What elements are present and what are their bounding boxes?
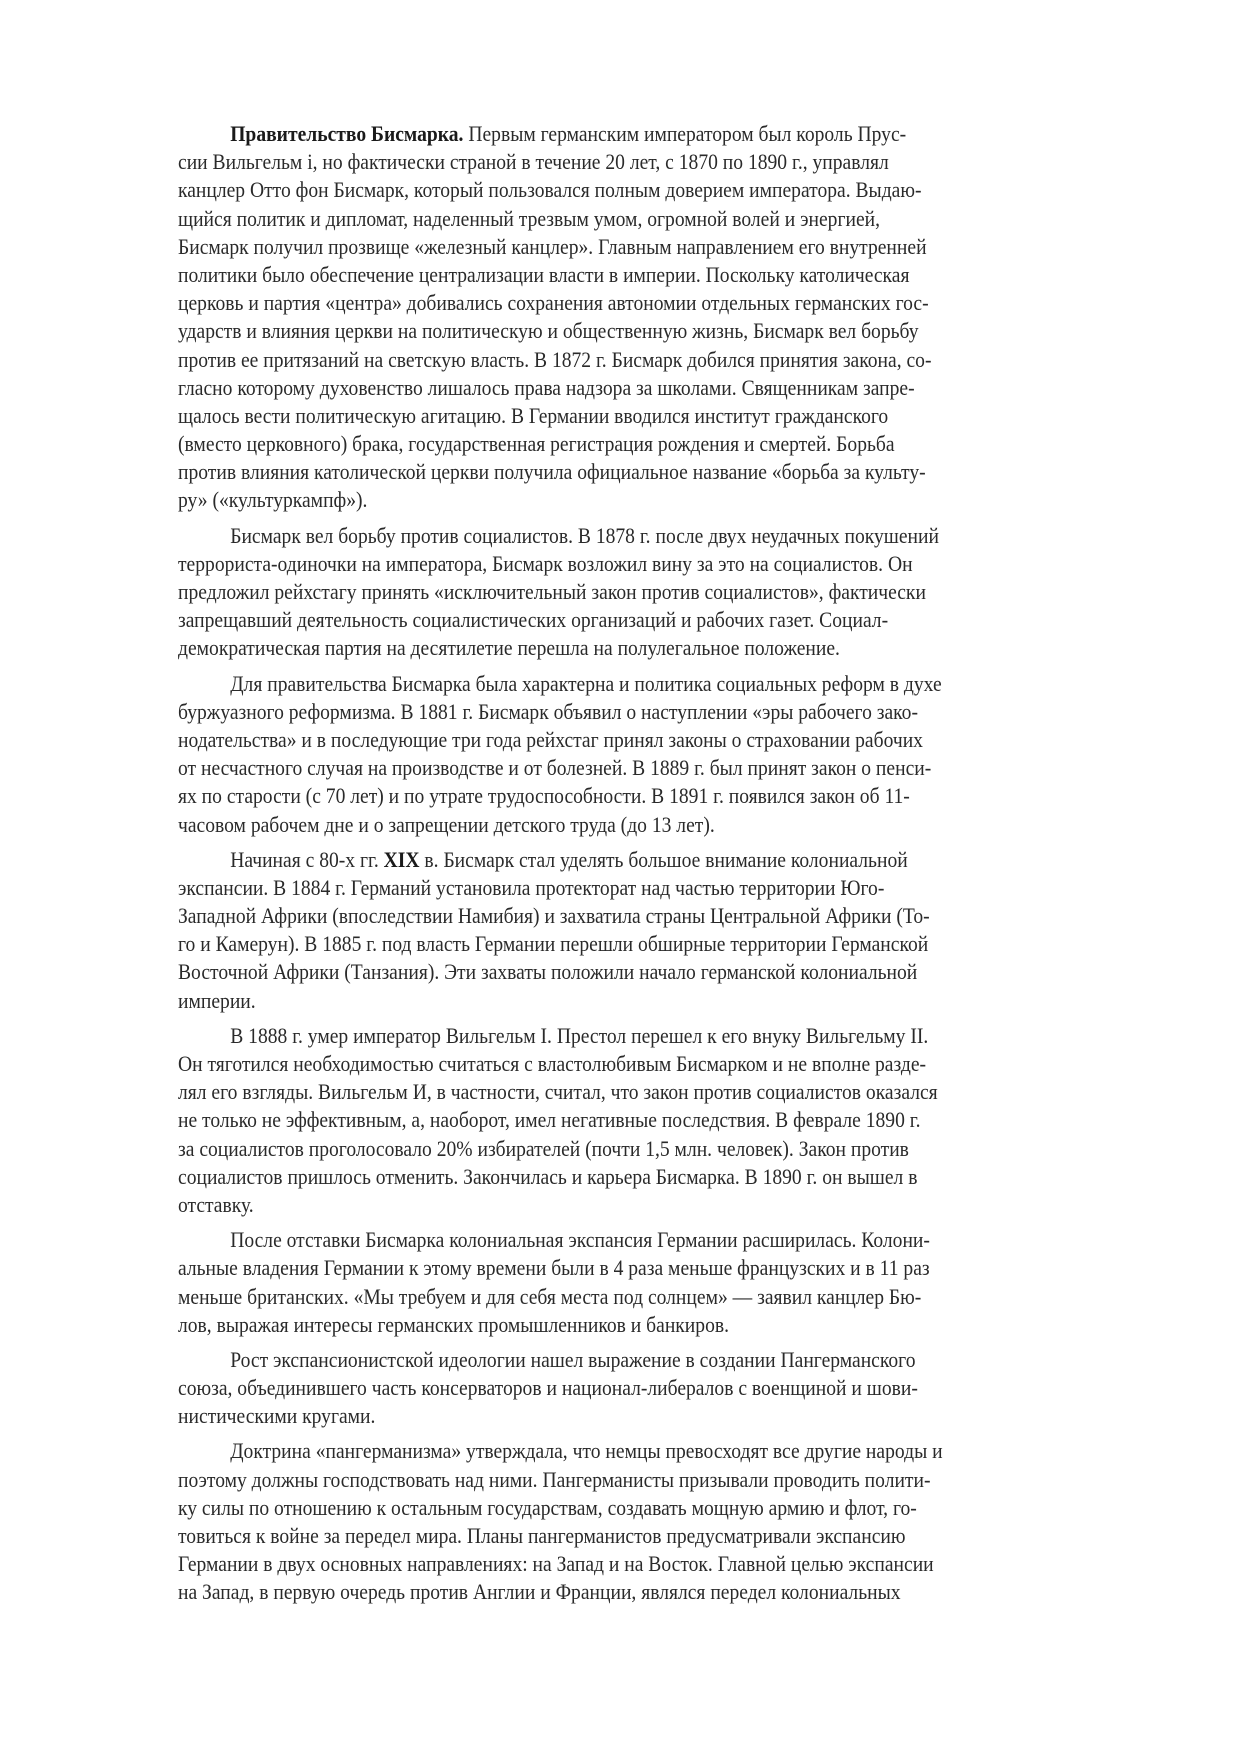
text-line	[178, 1022, 1205, 1050]
text-line	[178, 1163, 1152, 1191]
text-run: церковь и партия «центра» добивались сохранения автономии отдельных германских гос-	[178, 290, 929, 316]
text-line	[178, 1106, 1152, 1134]
text-line	[178, 1226, 1205, 1254]
text-run: товиться к войне за передел мира. Планы пангерманистов предусматривали экспансию	[178, 1523, 906, 1548]
text-run: Доктрина «пангерманизма» утверждала, что немцы превосходят все другие народы и	[230, 1438, 943, 1464]
text-run: не только не эффективным, а, наоборот, имел негативные последствия. В феврале 1890 г.	[178, 1107, 921, 1133]
paragraph	[178, 846, 1153, 1015]
text-run: империи.	[178, 987, 256, 1013]
text-run: гласно которому духовенство лишалось права надзора за школами. Священникам запре-	[178, 374, 915, 400]
text-line	[178, 233, 1152, 261]
text-run: щийся политик и дипломат, наделенный трезвым умом, огромной волей и энергией,	[178, 205, 881, 231]
paragraph	[178, 120, 1153, 515]
text-line	[178, 1283, 1152, 1311]
text-run: После отставки Бисмарка колониальная экспансия Германии расширилась. Колони-	[230, 1227, 930, 1253]
text-run: террориста-одиночки на императора, Бисмарк возложил вину за это на социалистов. Он	[178, 550, 913, 576]
text-run: ру» («культуркампф»).	[178, 487, 368, 513]
text-line	[178, 902, 1152, 930]
text-line	[178, 1374, 1152, 1402]
text-run: экспансии. В 1884 г. Германий установила протекторат над частью территории Юго-	[178, 874, 885, 900]
text-line	[178, 874, 1152, 902]
text-line	[178, 458, 1152, 486]
text-line	[178, 1402, 1152, 1430]
text-line	[178, 578, 1152, 606]
text-run: сии Вильгельм i, но фактически страной в течение 20 лет, с 1870 по 1890 г., управлял	[178, 149, 889, 175]
text-line	[178, 486, 1152, 514]
text-line	[178, 987, 1152, 1015]
text-run: Восточной Африки (Танзания). Эти захваты положили начало германской колониальной	[178, 959, 918, 985]
text-run: Рост экспансионистской идеологии нашел выражение в создании Пангерманского	[230, 1346, 916, 1372]
text-run: Германии в двух основных направлениях: на Запад и на Восток. Главной целью экспансии	[178, 1551, 934, 1577]
text-line	[178, 346, 1152, 374]
paragraph	[178, 1022, 1153, 1219]
text-line	[178, 176, 1152, 204]
text-run: против влияния католической церкви получила официальное название «борьба за культу-	[178, 459, 926, 485]
text-line	[178, 1550, 1152, 1578]
text-run: меньше британских. «Мы требуем и для себя места под солнцем» — заявил канцлер Бю-	[178, 1283, 922, 1309]
text-line	[178, 634, 1152, 662]
text-run: ях по старости (с 70 лет) и по утрате трудоспособности. В 1891 г. появился закон об 11-	[178, 783, 910, 809]
text-run: канцлер Отто фон Бисмарк, который пользовался полным доверием императора. Выдаю-	[178, 177, 922, 203]
text-line	[178, 522, 1205, 550]
text-line	[178, 1050, 1152, 1078]
text-run: нодательства» и в последующие три года рейхстаг принял законы о страховании рабочих	[178, 726, 923, 752]
paragraph	[178, 1437, 1153, 1606]
text-line	[178, 1191, 1152, 1219]
text-line	[178, 402, 1152, 430]
text-run: союза, объединившего часть консерваторов и национал-либералов с военщиной и шови-	[178, 1375, 918, 1401]
text-run: нистическими кругами.	[178, 1403, 376, 1429]
text-run: поэтому должны господствовать над ними. Пангерманисты призывали проводить полити-	[178, 1466, 931, 1492]
paragraph	[178, 670, 1153, 839]
text-line	[178, 430, 1152, 458]
text-line	[178, 1494, 1152, 1522]
text-run: Для правительства Бисмарка была характерна и политика социальных реформ в духе	[230, 670, 942, 696]
text-run: ку силы по отношению к остальным государствам, создавать мощную армию и флот, го-	[178, 1494, 917, 1520]
bold-text: Правительство Бисмарка.	[230, 121, 464, 146]
text-line	[178, 1135, 1152, 1163]
text-line	[178, 261, 1152, 289]
text-line	[178, 1254, 1152, 1282]
text-line	[178, 782, 1152, 810]
bold-text: XIX	[383, 846, 420, 872]
text-run: Он тяготился необходимостью считаться с властолюбивым Бисмарком и не вполне разде-	[178, 1051, 927, 1076]
text-run: против ее притязаний на светскую власть. В 1872 г. Бисмарк добился принятия закона, со-	[178, 346, 932, 372]
text-run: социалистов пришлось отменить. Закончилась и карьера Бисмарка. В 1890 г. он вышел в	[178, 1163, 918, 1189]
text-run: предложил рейхстагу принять «исключительный закон против социалистов», фактически	[178, 579, 926, 604]
paragraph	[178, 522, 1153, 663]
text-line	[178, 550, 1152, 578]
text-line	[178, 1078, 1152, 1106]
text-line	[178, 698, 1152, 726]
text-line	[178, 1578, 1152, 1606]
text-run: альные владения Германии к этому времени были в 4 раза меньше французских и в 11 раз	[178, 1255, 930, 1281]
text-line	[178, 1522, 1152, 1550]
paragraph	[178, 1346, 1153, 1431]
paragraph	[178, 1226, 1153, 1339]
document-page	[178, 120, 1153, 1614]
text-run: буржуазного реформизма. В 1881 г. Бисмарк объявил о наступлении «эры рабочего зако-	[178, 698, 918, 724]
text-run: отставку.	[178, 1191, 254, 1217]
text-line	[178, 726, 1152, 754]
text-run: Бисмарк вел борьбу против социалистов. В 1878 г. после двух неудачных покушений	[230, 522, 939, 548]
text-run: го и Камерун). В 1885 г. под власть Германии перешли обширные территории Германской	[178, 931, 929, 957]
text-line	[178, 1466, 1152, 1494]
text-run: на Запад, в первую очередь против Англии и Франции, являлся передел колониальных	[178, 1579, 901, 1605]
text-line	[178, 317, 1152, 345]
text-run: за социалистов проголосовало 20% избирателей (почти 1,5 млн. человек). Закон против	[178, 1135, 909, 1161]
text-run: В 1888 г. умер император Вильгельм I. Престол перешел к его внуку Вильгельму II.	[230, 1022, 929, 1048]
text-line	[178, 374, 1152, 402]
text-line	[178, 1346, 1205, 1374]
text-line	[178, 811, 1152, 839]
text-line	[178, 958, 1152, 986]
text-run: демократическая партия на десятилетие перешла на полулегальное положение.	[178, 635, 840, 661]
text-line	[178, 670, 1205, 698]
text-line	[178, 930, 1152, 958]
text-run: щалось вести политическую агитацию. В Германии вводился институт гражданского	[178, 402, 889, 428]
text-run: политики было обеспечение централизации власти в империи. Поскольку католическая	[178, 261, 910, 287]
text-run: лов, выражая интересы германских промышленников и банкиров.	[178, 1311, 729, 1337]
text-line	[178, 846, 1205, 874]
text-run: Первым германским императором был король Прус-	[463, 121, 907, 146]
text-run: Западной Африки (впоследствии Намибия) и захватила страны Центральной Африки (То-	[178, 903, 930, 929]
text-line	[178, 120, 1205, 148]
text-line	[178, 754, 1152, 782]
text-line	[178, 606, 1152, 634]
text-run: запрещавший деятельность социалистических организаций и рабочих газет. Социал-	[178, 607, 889, 633]
text-run: Бисмарк получил прозвище «железный канцлер». Главным направлением его внутренней	[178, 233, 927, 259]
text-run: часовом рабочем дне и о запрещении детского труда (до 13 лет).	[178, 811, 715, 837]
text-run: в. Бисмарк стал уделять большое внимание колониальной	[419, 846, 908, 872]
text-line	[178, 148, 1152, 176]
text-line	[178, 1311, 1152, 1339]
text-run: (вместо церковного) брака, государственная регистрация рождения и смертей. Борьба	[178, 431, 895, 457]
text-run: от несчастного случая на производстве и от болезней. В 1889 г. был принят закон о пенси-	[178, 755, 932, 781]
text-line	[178, 289, 1152, 317]
text-run: лял его взгляды. Вильгельм И, в частности, считал, что закон против социалистов оказался	[178, 1079, 938, 1105]
text-run: ударств и влияния церкви на политическую и общественную жизнь, Бисмарк вел борьбу	[178, 318, 919, 344]
text-run: Начиная с 80-х гг.	[230, 846, 384, 872]
text-line	[178, 205, 1152, 233]
text-line	[178, 1437, 1205, 1465]
